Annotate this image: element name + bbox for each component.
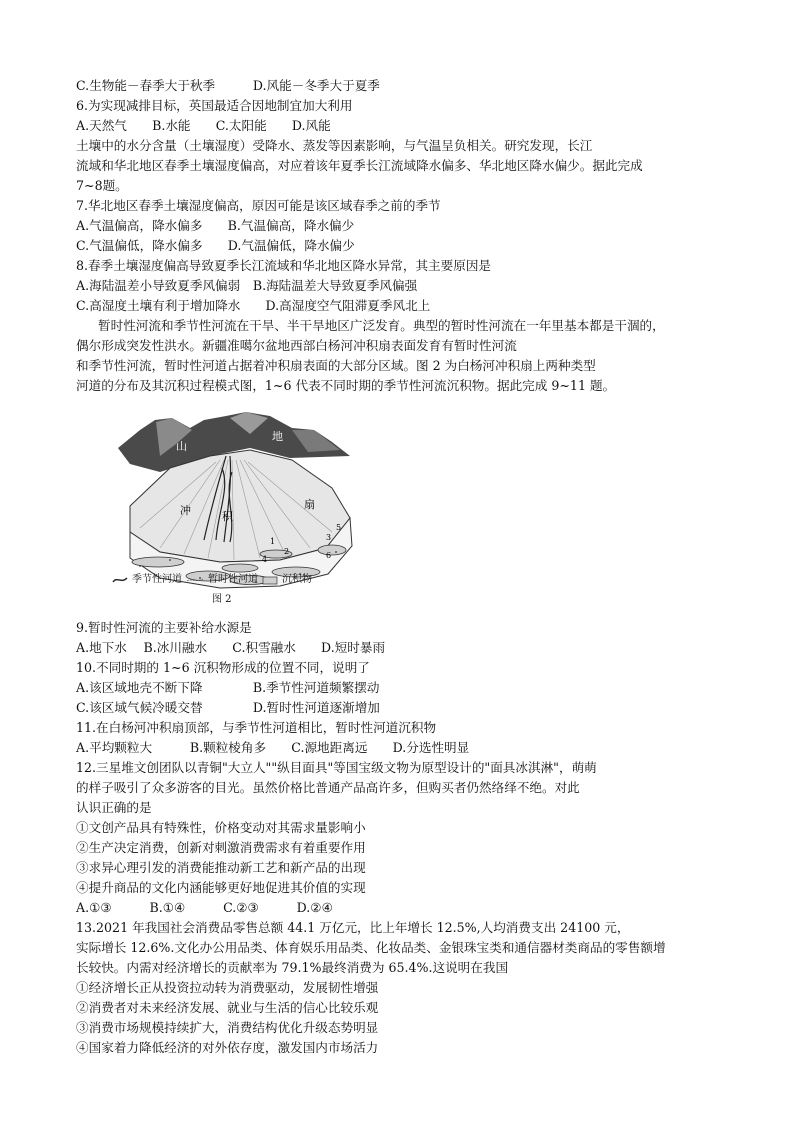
q12-statement: ②生产决定消费，创新对刺激消费需求有着重要作用 bbox=[76, 840, 366, 855]
text-line: 土壤中的水分含量（土壤湿度）受降水、蒸发等因素影响，与气温呈负相关。研究发现，长江 bbox=[76, 138, 593, 153]
q10-options: C.该区域气候冷暖交替 D.暂时性河道逐渐增加 bbox=[76, 700, 380, 715]
label-di: 地 bbox=[272, 430, 283, 443]
question-8: 8.春季土壤湿度偏高导致夏季长江流域和华北地区降水异常，其主要原因是 bbox=[76, 258, 492, 273]
q13-statement: ②消费者对未来经济发展、就业与生活的信心比较乐观 bbox=[76, 1000, 379, 1015]
question-9: 9.暂时性河流的主要补给水源是 bbox=[76, 620, 252, 635]
seasonal-channel-icon bbox=[112, 576, 128, 584]
q6-options: A.天然气 B.水能 C.太阳能 D.风能 bbox=[76, 118, 331, 133]
q10-options: A.该区域地壳不断下降 B.季节性河道频繁摆动 bbox=[76, 680, 380, 695]
sediment-number: 6 bbox=[326, 551, 332, 560]
text-line: 长较快。内需对经济增长的贡献率为 79.1%最终消费为 65.4%.这说明在我国 bbox=[76, 960, 509, 975]
q12-statement: ③求异心理引发的消费能推动新工艺和新产品的出现 bbox=[76, 860, 366, 875]
q12-statement: ④提升商品的文化内涵能够更好地促进其价值的实现 bbox=[76, 880, 366, 895]
text-line: 实际增长 12.6%.文化办公用品类、体育娱乐用品类、化妆品类、金银珠宝类和通信器材类商品的零售额增 bbox=[76, 940, 666, 955]
q7-options: A.气温偏高，降水偏多 B.气温偏高，降水偏少 bbox=[76, 218, 355, 233]
question-12: 12.三星堆文创团队以青铜"大立人""纵目面具"等国宝级文物为原型设计的"面具冰淇淋"，萌萌 bbox=[76, 760, 597, 775]
question-7: 7.华北地区春季土壤湿度偏高，原因可能是该区域春季之前的季节 bbox=[76, 198, 441, 213]
q9-options: A.地下水 B.冰川融水 C.积雪融水 D.短时暴雨 bbox=[76, 640, 386, 655]
q12-statement: ①文创产品具有特殊性，价格变动对其需求量影响小 bbox=[76, 820, 366, 835]
label-chong: 冲 bbox=[180, 504, 191, 517]
sediment-number: 4 bbox=[262, 555, 268, 564]
q8-options: A.海陆温差小导致夏季风偏弱 B.海陆温差大导致夏季风偏强 bbox=[76, 278, 418, 293]
question-6: 6.为实现减排目标，英国最适合因地制宜加大利用 bbox=[76, 98, 353, 113]
legend-seasonal: 季节性河道 bbox=[132, 574, 182, 585]
label-ji: 积 bbox=[222, 510, 233, 523]
question-11: 11.在白杨河冲积扇顶部，与季节性河道相比，暂时性河道沉积物 bbox=[76, 720, 437, 735]
figure-legend bbox=[112, 573, 312, 587]
sediment-swatch-icon bbox=[262, 576, 278, 585]
q11-options: A.平均颗粒大 B.颗粒棱角多 C.源地距离远 D.分选性明显 bbox=[76, 740, 470, 755]
q13-statement: ④国家着力降低经济的对外依存度，激发国内市场活力 bbox=[76, 1040, 379, 1055]
label-shan2: 扇 bbox=[304, 498, 315, 511]
q13-statement: ③消费市场规模持续扩大，消费结构优化升级态势明显 bbox=[76, 1020, 379, 1035]
text-line: 偶尔形成突发性洪水。新疆准噶尔盆地西部白杨河冲积扇表面发育有暂时性河流 bbox=[76, 338, 517, 353]
text-line: C.生物能－春季大于秋季 D.风能－冬季大于夏季 bbox=[76, 78, 380, 93]
q13-statement: ①经济增长正从投资拉动转为消费驱动，发展韧性增强 bbox=[76, 980, 379, 995]
legend-sediment: 沉积物 bbox=[282, 574, 312, 585]
sediment-number: 5 bbox=[336, 523, 342, 532]
q12-options: A.①③ B.①④ C.②③ D.②④ bbox=[76, 900, 333, 915]
legend-temporary: 暂时性河道 bbox=[208, 574, 258, 585]
question-13: 13.2021 年我国社会消费品零售总额 44.1 万亿元，比上年增长 12.5%,人均消费支出 24100 元， bbox=[76, 920, 630, 935]
text-line: 暂时性河流和季节性河流在干旱、半干旱地区广泛发育。典型的暂时性河流在一年里基本都是干涸的， bbox=[98, 318, 665, 333]
text-line: 河道的分布及其沉积过程模式图，1~6 代表不同时期的季节性河流沉积物。据此完成 9~11 题。 bbox=[76, 378, 616, 393]
q7-options: C.气温偏低，降水偏多 D.气温偏低，降水偏少 bbox=[76, 238, 355, 253]
text-line: 7~8题。 bbox=[76, 178, 128, 193]
q8-options: C.高湿度土壤有利于增加降水 D.高湿度空气阻滞夏季风北上 bbox=[76, 298, 431, 313]
text-line: 的样子吸引了众多游客的目光。虽然价格比普通产品高许多，但购买者仍然络绎不绝。对此 bbox=[76, 780, 580, 795]
sediment-number: 2 bbox=[284, 547, 290, 556]
label-shan: 山 bbox=[176, 440, 187, 453]
sediment-number: 1 bbox=[270, 537, 276, 546]
sediment-number: 3 bbox=[326, 533, 332, 542]
text-line: 认识正确的是 bbox=[76, 800, 152, 815]
temporary-channel-icon bbox=[186, 576, 204, 584]
text-line: 流域和华北地区春季土壤湿度偏高，对应着该年夏季长江流域降水偏多、华北地区降水偏少。据此完成 bbox=[76, 158, 643, 173]
question-10: 10.不同时期的 1~6 沉积物形成的位置不同，说明了 bbox=[76, 660, 370, 675]
figure-caption: 图 2 bbox=[212, 594, 232, 605]
text-line: 和季节性河流，暂时性河道占据着冲积扇表面的大部分区域。图 2 为白杨河冲积扇上两种类型 bbox=[76, 358, 596, 373]
